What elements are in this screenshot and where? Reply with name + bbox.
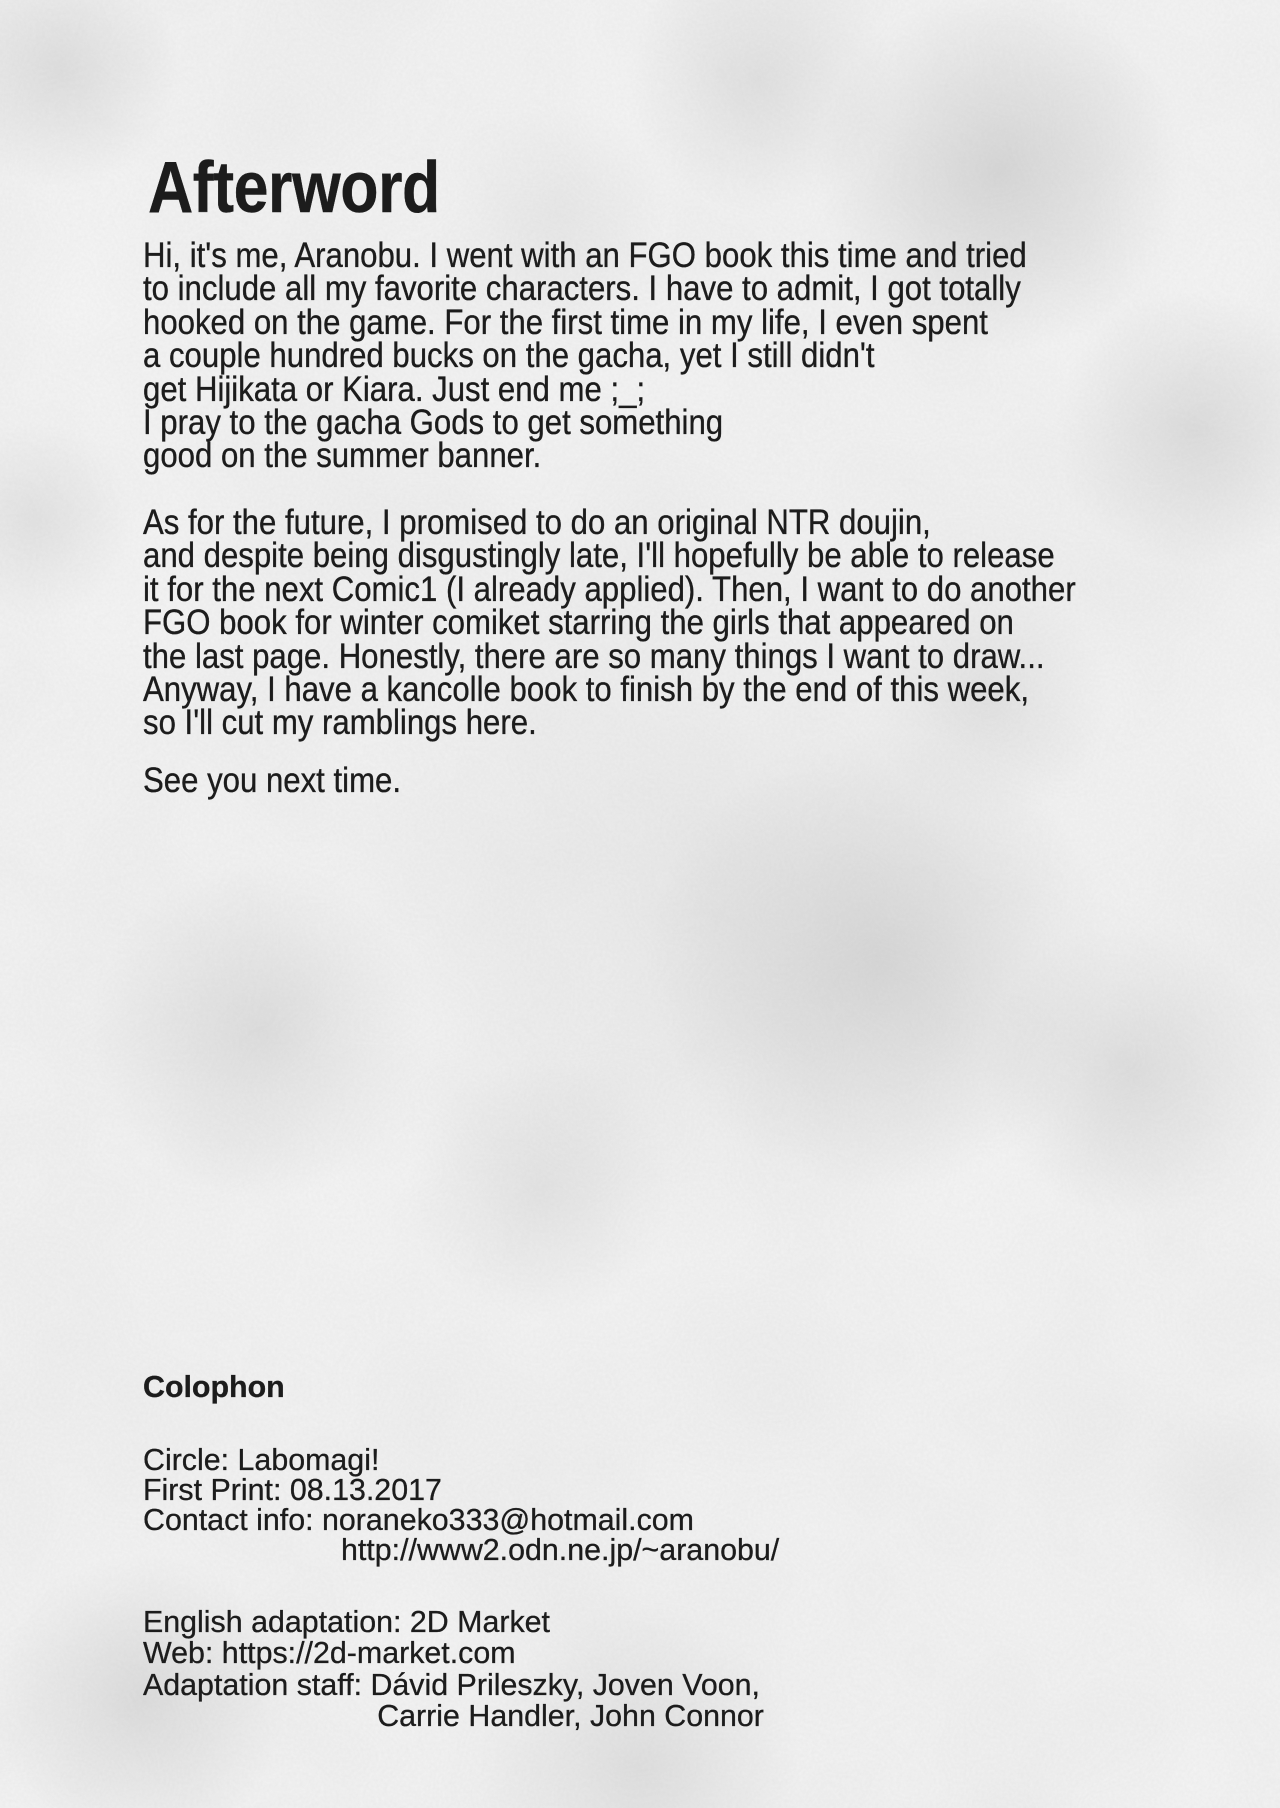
colophon-heading: Colophon bbox=[143, 1369, 285, 1404]
text-line: and despite being disgustingly late, I'll hopefully be able to release bbox=[143, 536, 1055, 576]
afterword-paragraph-2 bbox=[143, 503, 1076, 743]
colophon-circle-line: Circle: Labomagi! bbox=[143, 1442, 380, 1477]
adaptation-staff-line: Adaptation staff: Dávid Prileszky, Joven Voon, bbox=[143, 1666, 760, 1702]
colophon-details bbox=[143, 1442, 780, 1567]
page-title: Afterword bbox=[148, 148, 440, 228]
text-line: a couple hundred bucks on the gacha, yet I still didn't bbox=[143, 336, 875, 376]
text-line: get Hijikata or Kiara. Just end me ;_; bbox=[143, 369, 646, 409]
text-line: FGO book for winter comiket starring the girls that appeared on bbox=[143, 603, 1014, 643]
text-line: good on the summer banner. bbox=[143, 436, 542, 476]
english-adaptation-details bbox=[143, 1606, 764, 1731]
text-line: Anyway, I have a kancolle book to finish by the end of this week, bbox=[143, 670, 1029, 710]
text-line: so I'll cut my ramblings here. bbox=[143, 703, 537, 743]
afterword-paragraph-1 bbox=[143, 236, 1027, 476]
colophon-url-line: http://www2.odn.ne.jp/~aranobu/ bbox=[340, 1532, 780, 1567]
text-line: it for the next Comic1 (I already applied). Then, I want to do another bbox=[143, 569, 1076, 609]
text-line: hooked on the game. For the first time in my life, I even spent bbox=[143, 302, 988, 342]
colophon-contact-line: Contact info: noraneko333@hotmail.com bbox=[143, 1502, 694, 1537]
colophon-first-print-line: First Print: 08.13.2017 bbox=[143, 1472, 442, 1507]
text-line: See you next time. bbox=[143, 761, 402, 800]
afterword-closing bbox=[143, 761, 402, 800]
text-line: Hi, it's me, Aranobu. I went with an FGO book this time and tried bbox=[143, 236, 1027, 275]
text-line: I pray to the gacha Gods to get something bbox=[143, 403, 724, 443]
adaptation-staff-line-2: Carrie Handler, John Connor bbox=[377, 1697, 764, 1733]
english-adaptation-line: English adaptation: 2D Market bbox=[143, 1604, 550, 1639]
text-line: to include all my favorite characters. I have to admit, I got totally bbox=[143, 269, 1021, 309]
web-line: Web: https://2d-market.com bbox=[143, 1635, 516, 1671]
text-line: As for the future, I promised to do an original NTR doujin, bbox=[143, 503, 931, 542]
text-line: the last page. Honestly, there are so many things I want to draw... bbox=[143, 636, 1045, 676]
